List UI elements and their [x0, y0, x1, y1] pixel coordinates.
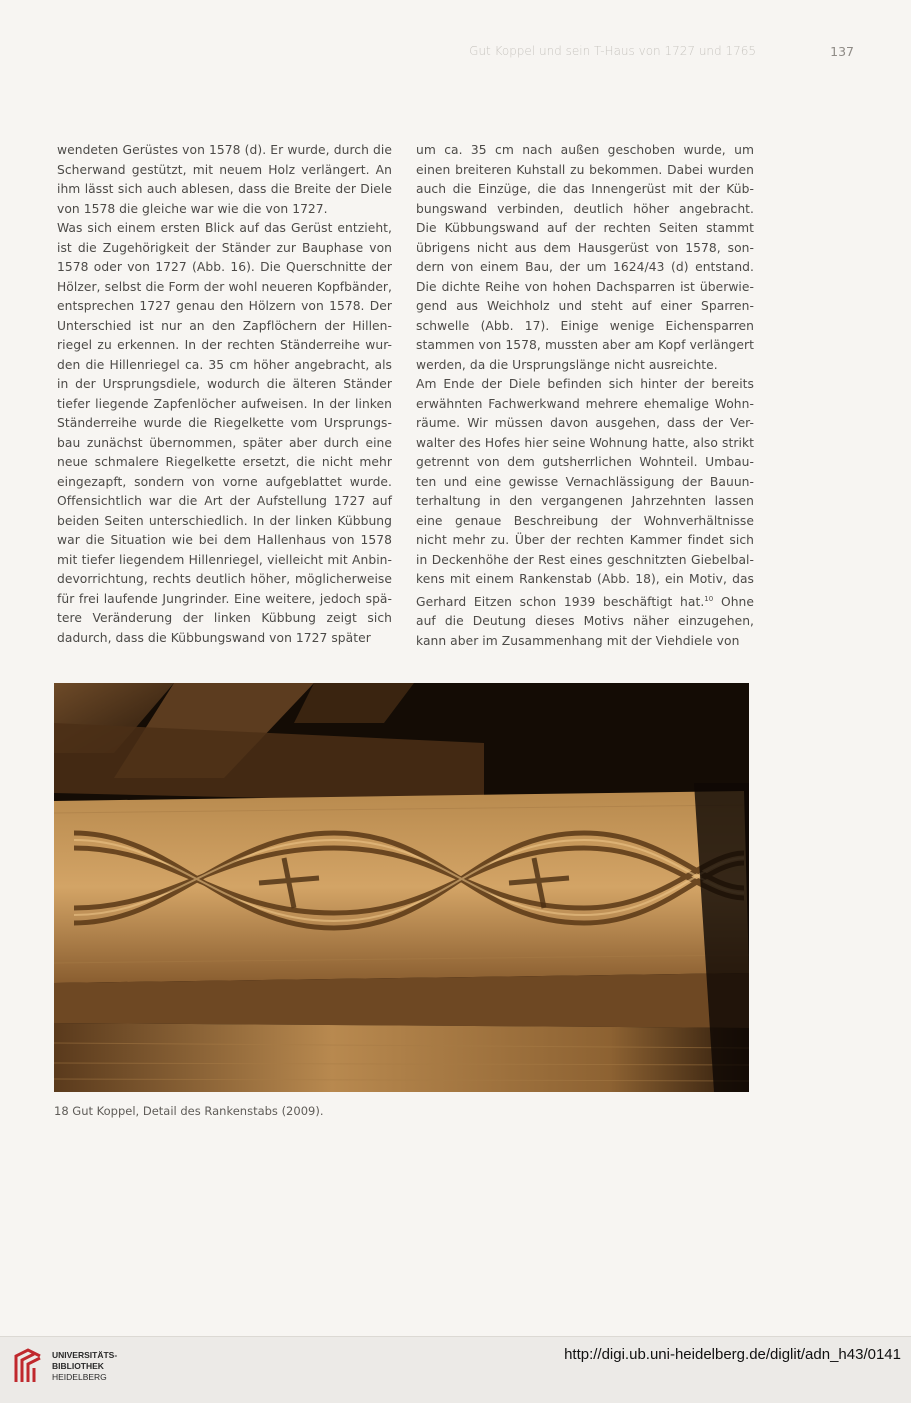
text-line: Was sich einem ersten Blick auf das Gerüst entzieht,: [57, 221, 392, 235]
text-line: für frei laufende Jungrinder. Eine weitere, jedoch spä-: [57, 591, 392, 606]
text-line: dadurch, dass die Kübbungswand von 1727 später: [57, 630, 371, 645]
text-line: um ca. 35 cm nach außen geschoben wurde, um: [416, 143, 754, 157]
text-line: erwähnten Fachwerkwand mehrere ehemalige Wohn-: [416, 396, 754, 411]
text-line: Ständerreihe wurde die Riegelkette vom Ursprungs-: [57, 416, 392, 430]
carved-beam-photo: [54, 683, 749, 1092]
text-line: Unterschied ist nur an den Zapflöchern der Hillen-: [57, 318, 392, 333]
text-line: ten und eine gewisse Vernachlässigung der Bauun-: [416, 474, 754, 489]
text-line: stammen von 1578, mussten aber am Kopf verlängert: [416, 338, 754, 352]
text-line: entsprechen 1727 genau den Hölzern von 1578. Der: [57, 299, 392, 313]
library-name-line1: UNIVERSITÄTS-: [52, 1350, 118, 1360]
text-line: gend aus Weichholz und steht auf einer Sparren-: [416, 299, 754, 313]
text-line: auf die Deutung dieses Motivs näher einzugehen,: [416, 614, 754, 629]
text-line: in der Ursprungsdiele, wodurch die älteren Ständer: [57, 377, 392, 391]
text-line: auch die Einzüge, die das Innengerüst mit der Küb-: [416, 182, 754, 196]
text-line: Hölzer, selbst die Form der wohl neueren Kopfbänder,: [57, 279, 392, 294]
text-line: devorrichtung, rechts deutlich höher, möglicherweise: [57, 572, 392, 586]
text-line: kens mit einem Rankenstab (Abb. 18), ein Motiv, das: [416, 572, 754, 586]
page-number: 137: [830, 44, 854, 59]
text-line: dern von einem Bau, der um 1624/43 (d) entstand.: [416, 260, 754, 274]
text-line: Offensichtlich war die Art der Aufstellung 1727 auf: [57, 494, 392, 508]
figure-caption: 18 Gut Koppel, Detail des Rankenstabs (2009).: [54, 1104, 324, 1118]
left-text-column: [57, 141, 392, 648]
text-line: einen breiteren Kuhstall zu bekommen. Dabei wurden: [416, 162, 754, 177]
text-line: räume. Wir müssen davon ausgehen, dass der Ver-: [416, 416, 754, 430]
text-line: riegel zu erkennen. In der rechten Ständerreihe wur-: [57, 338, 392, 352]
text-line: walter des Hofes hier seine Wohnung hatte, also strikt: [416, 435, 754, 450]
library-logo-icon: [12, 1346, 44, 1386]
library-name: [52, 1350, 117, 1383]
text-line: von 1578 die gleiche war wie die von 1727.: [57, 201, 328, 216]
running-title: Gut Koppel und sein T-Haus von 1727 und 1765: [469, 44, 756, 58]
text-line: bau zunächst übernommen, später aber durch eine: [57, 435, 392, 450]
text-line: mit tiefer liegendem Hillenriegel, vielleicht mit Anbin-: [57, 552, 392, 567]
text-line: schwelle (Abb. 17). Einige wenige Eichensparren: [416, 318, 754, 333]
text-line: ihm lässt sich auch ablesen, dass die Breite der Diele: [57, 182, 392, 196]
text-line: Am Ende der Diele befinden sich hinter der bereits: [416, 377, 754, 391]
text-line: ist die Zugehörigkeit der Ständer zur Bauphase von: [57, 240, 392, 255]
text-line: in Deckenhöhe der Rest eines geschnitzten Giebelbal-: [416, 552, 754, 567]
source-url[interactable]: http://digi.ub.uni-heidelberg.de/diglit/adn_h43/0141: [564, 1346, 901, 1363]
text-line: eine genaue Beschreibung der Wohnverhältnisse: [416, 513, 754, 528]
library-name-line3: HEIDELBERG: [52, 1372, 107, 1382]
right-text-column: [416, 141, 754, 651]
text-line: eingezapft, sondern von vorne aufgeblattet wurde.: [57, 474, 392, 489]
text-line: getrennt von dem gutsherrlichen Wohnteil. Umbau-: [416, 455, 754, 469]
text-line: beiden Seiten unterschiedlich. In der linken Kübbung: [57, 513, 392, 528]
text-line: tiefer liegende Zapfenlöcher aufweisen. In der linken: [57, 396, 392, 411]
text-line: neue schmalere Riegelkette ersetzt, die nicht mehr: [57, 455, 392, 469]
rankenstab-image: [54, 683, 749, 1092]
text-line: Gerhard Eitzen schon 1939 beschäftigt hat.$^{10}$ Ohne: [416, 594, 754, 609]
text-line: Die Kübbungswand auf der rechten Seiten stammt: [416, 221, 754, 235]
text-line: übrigens nicht aus dem Hausgerüst von 1578, son-: [416, 240, 754, 255]
text-line: bungswand verbinden, deutlich höher angebracht.: [416, 201, 754, 216]
footnote-marker: 10: [704, 594, 714, 603]
library-name-line2: BIBLIOTHEK: [52, 1361, 104, 1371]
footnote-following-text: Ohne: [713, 594, 754, 609]
text-line: Die dichte Reihe von hohen Dachsparren ist überwie-: [416, 279, 754, 294]
text-line: nicht mehr zu. Über der rechten Kammer findet sich: [416, 533, 754, 547]
text-line: war die Situation wie bei dem Hallenhaus von 1578: [57, 533, 392, 547]
text-line: kann aber im Zusammenhang mit der Viehdiele von: [416, 633, 740, 648]
text-line: terhaltung in den vergangenen Jahrzehnten lassen: [416, 494, 754, 508]
text-line: Scherwand gestützt, mit neuem Holz verlängert. An: [57, 162, 392, 177]
text-line: den die Hillenriegel ca. 35 cm höher angebracht, als: [57, 357, 392, 372]
text-line: 1578 oder von 1727 (Abb. 16). Die Querschnitte der: [57, 260, 392, 274]
text-line: tere Veränderung der linken Kübbung zeigt sich: [57, 611, 392, 625]
text-line: wendeten Gerüstes von 1578 (d). Er wurde, durch die: [57, 143, 392, 157]
text-line: werden, da die Ursprungslänge nicht ausreichte.: [416, 357, 718, 372]
